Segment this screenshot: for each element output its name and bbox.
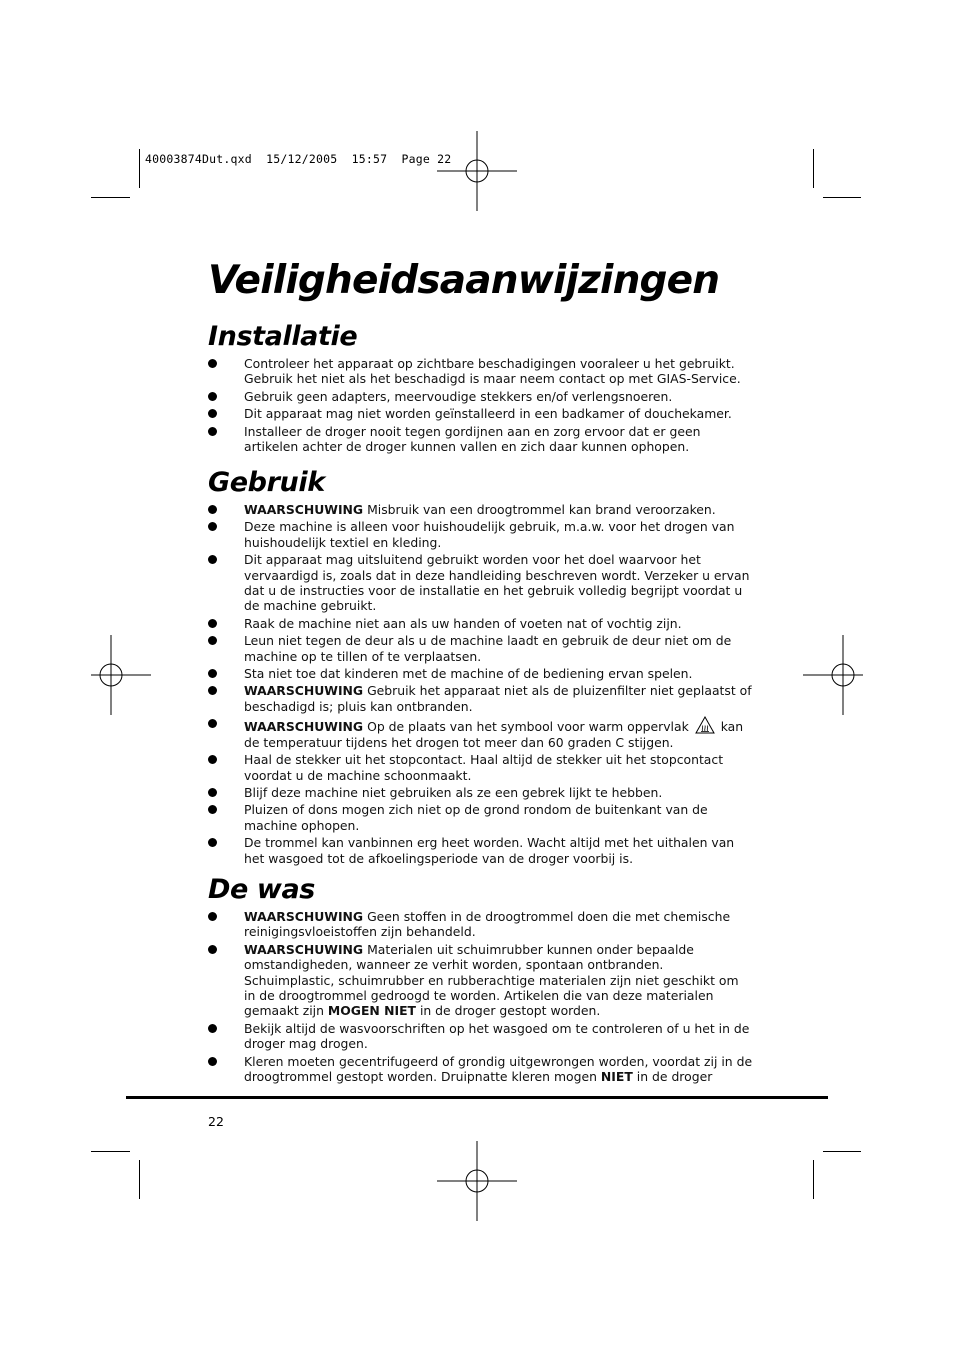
list-item: WAARSCHUWING Geen stoffen in de droogtrommel doen die met chemische reinigingsvloeistoffen zijn behandeld. bbox=[208, 909, 753, 940]
list-item: Raak de machine niet aan als uw handen of voeten nat of vochtig zijn. bbox=[208, 616, 753, 631]
bullet-icon bbox=[208, 719, 217, 728]
list-item: Dit apparaat mag uitsluitend gebruikt worden voor het doel waarvoor het vervaardigd is, zoals dat in deze handleiding beschreven wordt. Verzeker u ervan dat u de instructies voor de installatie en het gebruik volledig begrijpt voordat u de machine gebruikt. bbox=[208, 552, 753, 614]
list-item: Leun niet tegen de deur als u de machine laadt en gebruik de deur niet om de machine op te tillen of te verplaatsen. bbox=[208, 633, 753, 664]
list-item: Controleer het apparaat op zichtbare beschadigingen vooraleer u het gebruikt. Gebruik het niet als het beschadigd is maar neem contact op met GIAS-Service. bbox=[208, 356, 753, 387]
crop-mark bbox=[823, 197, 861, 198]
registration-mark-top bbox=[437, 131, 517, 211]
registration-mark-right bbox=[803, 635, 883, 715]
emphasis: MOGEN NIET bbox=[327, 1003, 416, 1019]
bullet-icon bbox=[208, 1024, 217, 1033]
registration-mark-bottom bbox=[437, 1141, 517, 1221]
crop-mark bbox=[91, 197, 130, 198]
emphasis: NIET bbox=[600, 1069, 633, 1085]
bullet-icon bbox=[208, 669, 217, 678]
bullet-list bbox=[208, 502, 753, 866]
warning-label: WAARSCHUWING bbox=[244, 502, 364, 517]
bullet-icon bbox=[208, 1057, 217, 1066]
bullet-icon bbox=[208, 838, 217, 847]
bullet-icon bbox=[208, 555, 217, 564]
list-item: Deze machine is alleen voor huishoudelijk gebruik, m.a.w. voor het drogen van huishoudelijk textiel en kleding. bbox=[208, 519, 753, 550]
bullet-icon bbox=[208, 636, 217, 645]
registration-mark-left bbox=[71, 635, 151, 715]
print-slug: 40003874Dut.qxd 15/12/2005 15:57 Page 22 bbox=[145, 152, 452, 166]
list-item: Installeer de droger nooit tegen gordijnen aan en zorg ervoor dat er geen artikelen achter de droger kunnen vallen en zich daar kunnen ophopen. bbox=[208, 424, 753, 455]
section-installatie bbox=[208, 321, 753, 456]
bullet-icon bbox=[208, 945, 217, 954]
list-item: Sta niet toe dat kinderen met de machine of de bediening ervan spelen. bbox=[208, 666, 753, 681]
bullet-icon bbox=[208, 788, 217, 797]
page-number: 22 bbox=[208, 1114, 224, 1129]
crop-mark bbox=[813, 149, 814, 188]
crop-mark bbox=[823, 1151, 861, 1152]
list-item: Pluizen of dons mogen zich niet op de grond rondom de buitenkant van de machine ophopen. bbox=[208, 802, 753, 833]
bullet-icon bbox=[208, 805, 217, 814]
bullet-icon bbox=[208, 392, 217, 401]
crop-mark bbox=[139, 1160, 140, 1199]
footer-rule bbox=[126, 1096, 828, 1099]
crop-mark bbox=[813, 1160, 814, 1199]
section-heading: De was bbox=[208, 874, 315, 905]
bullet-icon bbox=[208, 912, 217, 921]
bullet-icon bbox=[208, 755, 217, 764]
warning-label: WAARSCHUWING bbox=[244, 719, 364, 735]
list-item: WAARSCHUWING Misbruik van een droogtrommel kan brand veroorzaken. bbox=[208, 502, 753, 517]
list-item: Blijf deze machine niet gebruiken als ze een gebrek lijkt te hebben. bbox=[208, 785, 753, 800]
section-gebruik bbox=[208, 467, 753, 868]
list-item: Gebruik geen adapters, meervoudige stekkers en/of verlengsnoeren. bbox=[208, 389, 753, 404]
bullet-icon bbox=[208, 686, 217, 695]
bullet-list bbox=[208, 909, 753, 1084]
bullet-icon bbox=[208, 427, 217, 436]
crop-mark bbox=[139, 149, 140, 188]
section-heading: Installatie bbox=[208, 321, 358, 352]
warning-label: WAARSCHUWING bbox=[244, 683, 364, 699]
list-item: WAARSCHUWING Op de plaats van het symbool voor warm oppervlak kan de temperatuur tijdens het drogen tot meer dan 60 graden C stijgen. bbox=[208, 716, 753, 750]
bullet-icon bbox=[208, 619, 217, 628]
list-item: De trommel kan vanbinnen erg heet worden. Wacht altijd met het uithalen van het wasgoed tot de afkoelingsperiode van de droger voorbij is. bbox=[208, 835, 753, 866]
list-item: Haal de stekker uit het stopcontact. Haal altijd de stekker uit het stopcontact voordat u de machine schoonmaakt. bbox=[208, 752, 753, 783]
list-item: WAARSCHUWING Gebruik het apparaat niet als de pluizenfilter niet geplaatst of beschadigd is; pluis kan ontbranden. bbox=[208, 683, 753, 714]
page-title: Veiligheidsaanwijzingen bbox=[208, 258, 720, 303]
bullet-icon bbox=[208, 522, 217, 531]
crop-mark bbox=[91, 1151, 130, 1152]
list-item: Kleren moeten gecentrifugeerd of grondig uitgewrongen worden, voordat zij in de droogtrommel gestopt worden. Druipnatte kleren mogen NIET in de droger bbox=[208, 1054, 753, 1085]
list-item: Bekijk altijd de wasvoorschriften op het wasgoed om te controleren of u het in de droger mag drogen. bbox=[208, 1021, 753, 1052]
bullet-icon bbox=[208, 409, 217, 418]
bullet-list bbox=[208, 356, 753, 454]
warning-label: WAARSCHUWING bbox=[244, 941, 364, 957]
warning-label: WAARSCHUWING bbox=[244, 909, 364, 924]
list-item: Dit apparaat mag niet worden geïnstalleerd in een badkamer of douchekamer. bbox=[208, 406, 753, 421]
hot-surface-warning-icon bbox=[695, 716, 715, 734]
section-de-was bbox=[208, 874, 753, 1086]
list-item: WAARSCHUWING Materialen uit schuimrubber kunnen onder bepaalde omstandigheden, wanneer ze verhit worden, spontaan ontbranden. Schuimplastic, schuimrubber en rubberachtige materialen zijn niet geschikt om in de droogtrommel gedroogd te worden. Artikelen die van deze materialen gemaakt zijn MOGEN NIET in de droger gestopt worden. bbox=[208, 942, 753, 1019]
bullet-icon bbox=[208, 359, 217, 368]
bullet-icon bbox=[208, 505, 217, 514]
section-heading: Gebruik bbox=[208, 467, 325, 498]
